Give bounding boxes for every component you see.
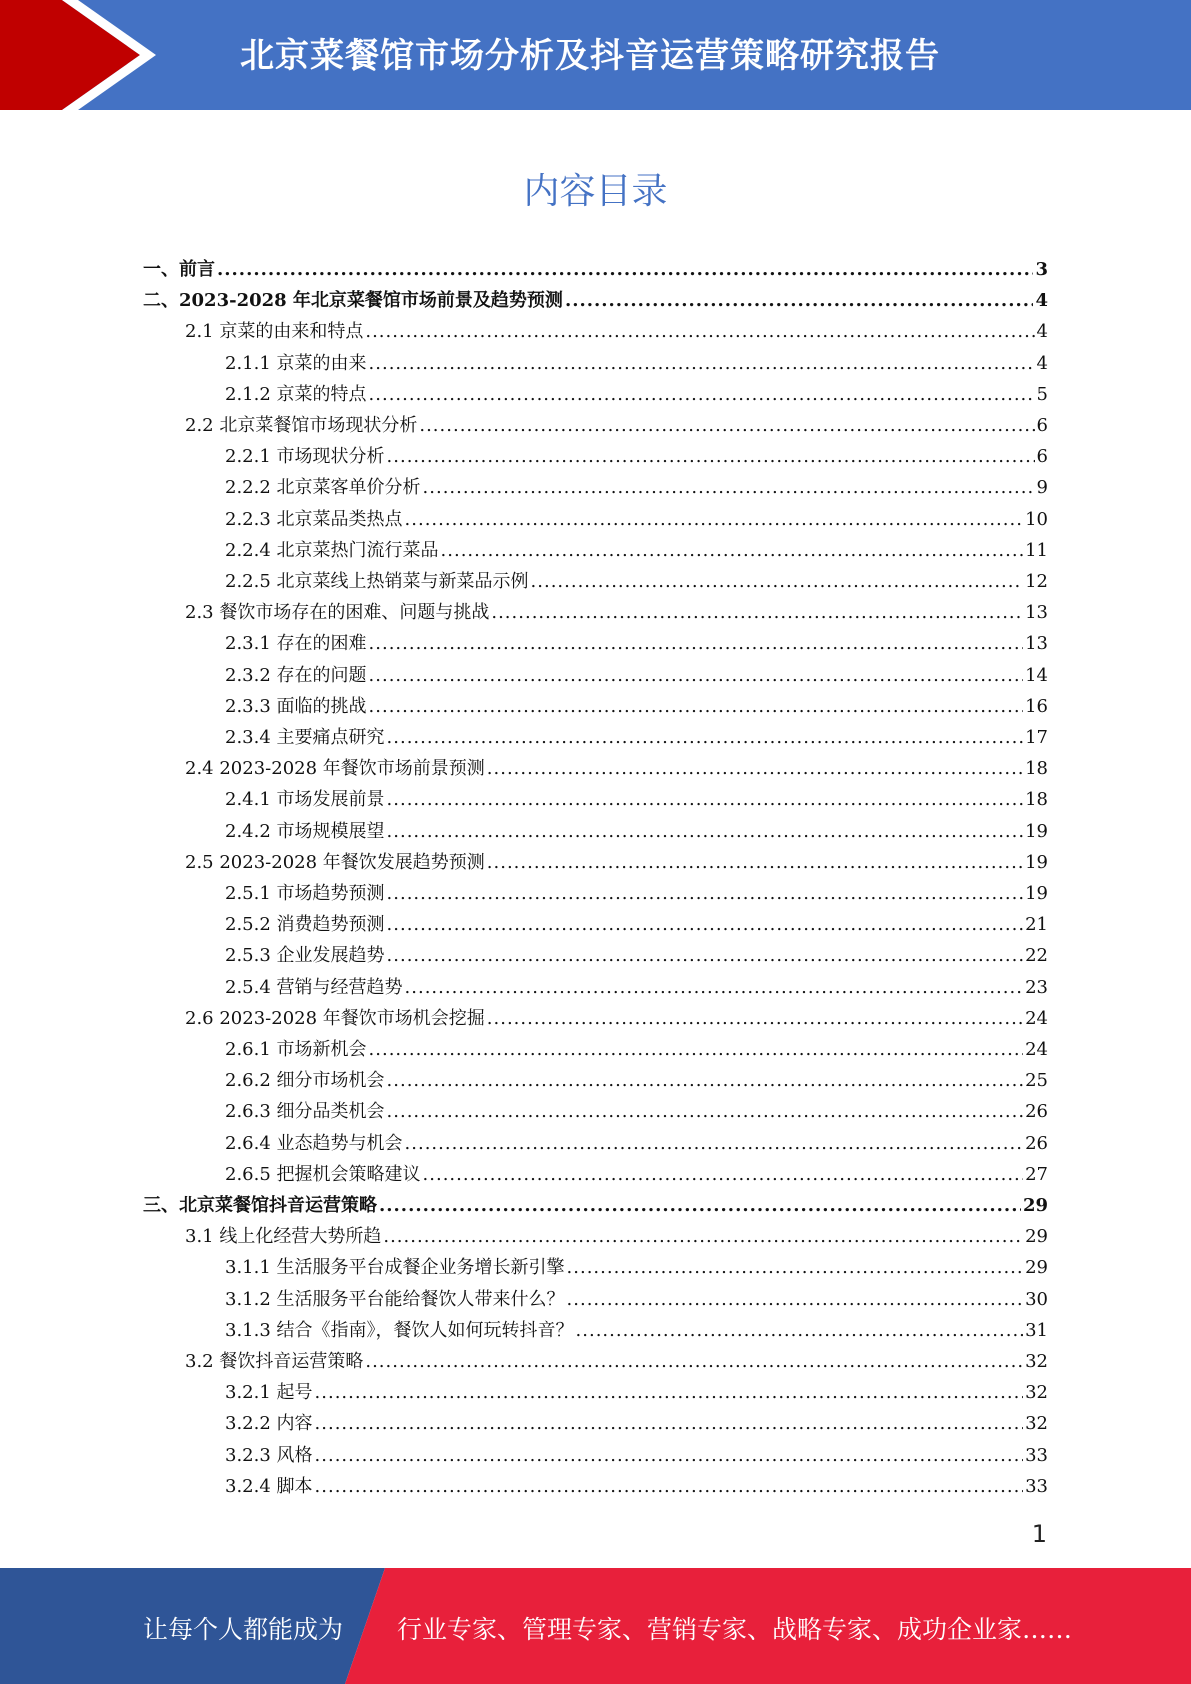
toc-entry[interactable] — [225, 1128, 1048, 1159]
toc-entry-label: 3.2.4 脚本 — [225, 1476, 313, 1497]
toc-entry-page: 26 — [1025, 1133, 1048, 1154]
toc-leader-dots — [217, 254, 1033, 285]
toc-entry[interactable] — [225, 1159, 1048, 1190]
toc-entry[interactable] — [185, 1221, 1048, 1252]
toc-leader-dots — [387, 909, 1024, 940]
toc-entry-page: 29 — [1025, 1257, 1048, 1278]
toc-entry[interactable] — [225, 1284, 1048, 1315]
toc-entry-page: 30 — [1025, 1289, 1048, 1310]
toc-entry-label: 3.1.1 生活服务平台成餐企业务增长新引擎 — [225, 1257, 565, 1278]
toc-entry-page: 10 — [1025, 509, 1048, 530]
toc-entry-label: 2.6.4 业态趋势与机会 — [225, 1133, 403, 1154]
toc-entry[interactable] — [225, 628, 1048, 659]
toc-leader-dots — [423, 1159, 1024, 1190]
toc-entry-label: 3.2.3 风格 — [225, 1445, 313, 1466]
toc-entry-label: 2.3 餐饮市场存在的困难、问题与挑战 — [185, 602, 490, 623]
toc-entry-label: 2.5 2023-2028 年餐饮发展趋势预测 — [185, 852, 485, 873]
toc-leader-dots — [423, 472, 1035, 503]
toc-entry[interactable] — [225, 1471, 1048, 1502]
toc-entry-page: 29 — [1025, 1226, 1048, 1247]
toc-leader-dots — [487, 753, 1023, 784]
toc-entry[interactable] — [225, 441, 1048, 472]
toc-entry-page: 26 — [1025, 1101, 1048, 1122]
toc-entry[interactable] — [185, 847, 1048, 878]
toc-entry[interactable] — [225, 816, 1048, 847]
toc-entry-page: 12 — [1025, 571, 1048, 592]
toc-leader-dots — [487, 1003, 1023, 1034]
header-band — [0, 0, 1191, 110]
footer-slogan-left: 让每个人都能成为 — [143, 1615, 344, 1644]
toc-leader-dots — [387, 1096, 1024, 1127]
toc-entry-page: 9 — [1036, 477, 1048, 498]
toc-entry-label: 2.3.2 存在的问题 — [225, 665, 367, 686]
toc-leader-dots — [369, 628, 1024, 659]
toc-entry-page: 19 — [1025, 883, 1048, 904]
toc-leader-dots — [405, 972, 1024, 1003]
toc-leader-dots — [315, 1471, 1024, 1502]
toc-leader-dots — [369, 1034, 1024, 1065]
toc-entry-page: 18 — [1025, 789, 1048, 810]
toc-entry-label: 3.1.2 生活服务平台能给餐饮人带来什么？ — [225, 1289, 565, 1310]
toc-entry[interactable] — [185, 597, 1048, 628]
toc-entry-page: 32 — [1025, 1382, 1048, 1403]
toc-entry-label: 2.6.3 细分品类机会 — [225, 1101, 385, 1122]
toc-leader-dots — [387, 940, 1024, 971]
toc-entry-page: 24 — [1025, 1039, 1048, 1060]
toc-leader-dots — [567, 1284, 1024, 1315]
toc-entry[interactable] — [225, 1440, 1048, 1471]
footer-slogan-right: 行业专家、管理专家、营销专家、战略专家、成功企业家…… — [397, 1615, 1073, 1644]
toc-leader-dots — [576, 1315, 1024, 1346]
toc-entry[interactable] — [143, 285, 1048, 316]
toc-entry[interactable] — [185, 316, 1048, 347]
toc-leader-dots — [315, 1377, 1024, 1408]
toc-leader-dots — [365, 316, 1034, 347]
toc-leader-dots — [383, 1221, 1023, 1252]
toc-entry-label: 3.1 线上化经营大势所趋 — [185, 1226, 382, 1247]
toc-entry-label: 2.2.3 北京菜品类热点 — [225, 509, 403, 530]
toc-entry-page: 29 — [1022, 1195, 1048, 1216]
toc-entry-label: 2.6.5 把握机会策略建议 — [225, 1164, 421, 1185]
toc-leader-dots — [387, 784, 1024, 815]
toc-entry[interactable] — [143, 254, 1048, 285]
toc-entry-page: 19 — [1025, 852, 1048, 873]
toc-leader-dots — [387, 1065, 1024, 1096]
toc-entry-page: 31 — [1025, 1320, 1048, 1341]
toc-entry[interactable] — [225, 909, 1048, 940]
toc-entry[interactable] — [225, 722, 1048, 753]
toc-entry-label: 2.1.1 京菜的由来 — [225, 353, 367, 374]
toc-entry[interactable] — [225, 1065, 1048, 1096]
toc-entry-page: 32 — [1025, 1351, 1048, 1372]
toc-leader-dots — [369, 348, 1035, 379]
toc-entry[interactable] — [225, 1377, 1048, 1408]
toc-entry[interactable] — [225, 1252, 1048, 1283]
toc-entry-page: 32 — [1025, 1413, 1048, 1434]
toc-entry-label: 2.6.2 细分市场机会 — [225, 1070, 385, 1091]
toc-entry-label: 3.1.3 结合《指南》，餐饮人如何玩转抖音？ — [225, 1320, 574, 1341]
toc-entry-page: 6 — [1036, 415, 1048, 436]
toc-entry-page: 3 — [1035, 259, 1048, 280]
toc-entry[interactable] — [225, 878, 1048, 909]
toc-entry[interactable] — [185, 410, 1048, 441]
toc-leader-dots — [387, 878, 1024, 909]
toc-entry-label: 2.2.1 市场现状分析 — [225, 446, 385, 467]
toc-leader-dots — [405, 1128, 1024, 1159]
toc-entry-page: 5 — [1036, 384, 1048, 405]
toc-entry-page: 24 — [1025, 1008, 1048, 1029]
toc-entry-label: 二、2023-2028 年北京菜餐馆市场前景及趋势预测 — [143, 290, 563, 311]
toc-entry-label: 3.2.1 起号 — [225, 1382, 313, 1403]
toc-entry-page: 33 — [1025, 1445, 1048, 1466]
toc-leader-dots — [369, 379, 1035, 410]
toc-leader-dots — [315, 1408, 1024, 1439]
toc-entry-label: 2.2.2 北京菜客单价分析 — [225, 477, 421, 498]
toc-entry[interactable] — [143, 1190, 1048, 1221]
toc-leader-dots — [487, 847, 1023, 878]
toc-leader-dots — [565, 285, 1034, 316]
toc-leader-dots — [491, 597, 1023, 628]
toc-entry-page: 27 — [1025, 1164, 1048, 1185]
toc-entry-label: 2.6.1 市场新机会 — [225, 1039, 367, 1060]
toc-entry-page: 23 — [1025, 977, 1048, 998]
toc-entry-label: 三、北京菜餐馆抖音运营策略 — [143, 1195, 377, 1216]
toc-entry-label: 3.2.2 内容 — [225, 1413, 313, 1434]
toc-entry-label: 2.2.4 北京菜热门流行菜品 — [225, 540, 439, 561]
toc-leader-dots — [441, 535, 1024, 566]
toc-leader-dots — [365, 1346, 1023, 1377]
toc-entry-page: 21 — [1025, 914, 1048, 935]
toc-entry-label: 2.4.1 市场发展前景 — [225, 789, 385, 810]
toc-entry[interactable] — [225, 940, 1048, 971]
toc-entry[interactable] — [225, 1315, 1048, 1346]
toc-entry-page: 18 — [1025, 758, 1048, 779]
toc-entry[interactable] — [225, 972, 1048, 1003]
toc-entry-page: 16 — [1025, 696, 1048, 717]
toc-entry[interactable] — [225, 472, 1048, 503]
toc-leader-dots — [369, 660, 1024, 691]
toc-entry[interactable] — [225, 660, 1048, 691]
toc-entry[interactable] — [185, 1346, 1048, 1377]
toc-entry-page: 22 — [1025, 945, 1048, 966]
toc-entry-label: 2.1 京菜的由来和特点 — [185, 321, 364, 342]
toc-leader-dots — [387, 816, 1024, 847]
toc-entry-label: 2.2 北京菜餐馆市场现状分析 — [185, 415, 418, 436]
toc-entry[interactable] — [225, 1096, 1048, 1127]
toc-entry-page: 6 — [1036, 446, 1048, 467]
toc-entry-page: 33 — [1025, 1476, 1048, 1497]
toc-leader-dots — [379, 1190, 1021, 1221]
toc-entry-page: 4 — [1036, 321, 1048, 342]
toc-entry[interactable] — [225, 535, 1048, 566]
toc-entry-label: 2.5.4 营销与经营趋势 — [225, 977, 403, 998]
toc-entry-page: 19 — [1025, 821, 1048, 842]
toc-entry[interactable] — [225, 1034, 1048, 1065]
toc-entry-label: 一、前言 — [143, 259, 215, 280]
toc-entry-label: 2.5.2 消费趋势预测 — [225, 914, 385, 935]
toc-entry[interactable] — [225, 504, 1048, 535]
toc-leader-dots — [405, 504, 1024, 535]
toc-entry-page: 17 — [1025, 727, 1048, 748]
toc-entry-page: 14 — [1025, 665, 1048, 686]
toc-entry-page: 11 — [1025, 540, 1048, 561]
footer-band — [0, 1568, 1191, 1684]
toc-entry-page: 4 — [1035, 290, 1048, 311]
page-number: 1 — [1031, 1520, 1047, 1548]
toc-entry[interactable] — [225, 566, 1048, 597]
toc-leader-dots — [567, 1252, 1024, 1283]
toc-entry-label: 2.1.2 京菜的特点 — [225, 384, 367, 405]
toc-entry-label: 2.4.2 市场规模展望 — [225, 821, 385, 842]
toc-entry-label: 2.5.3 企业发展趋势 — [225, 945, 385, 966]
toc-entry[interactable] — [225, 784, 1048, 815]
toc-entry-label: 3.2 餐饮抖音运营策略 — [185, 1351, 364, 1372]
toc-entry-label: 2.6 2023-2028 年餐饮市场机会挖掘 — [185, 1008, 485, 1029]
toc-entry-page: 13 — [1025, 602, 1048, 623]
toc-entry[interactable] — [185, 753, 1048, 784]
toc-heading: 内容目录 — [523, 171, 668, 212]
toc-entry[interactable] — [185, 1003, 1048, 1034]
toc-entry-page: 4 — [1036, 353, 1048, 374]
toc-entry[interactable] — [225, 348, 1048, 379]
toc-leader-dots — [369, 691, 1024, 722]
toc-leader-dots — [419, 410, 1034, 441]
report-title: 北京菜餐馆市场分析及抖音运营策略研究报告 — [240, 36, 940, 76]
toc-entry-label: 2.2.5 北京菜线上热销菜与新菜品示例 — [225, 571, 529, 592]
toc-leader-dots — [531, 566, 1024, 597]
toc-entry-label: 2.3.1 存在的困难 — [225, 633, 367, 654]
toc-entry-page: 13 — [1025, 633, 1048, 654]
toc-entry-page: 25 — [1025, 1070, 1048, 1091]
toc-entry-label: 2.3.3 面临的挑战 — [225, 696, 367, 717]
toc-leader-dots — [387, 722, 1024, 753]
toc-leader-dots — [315, 1440, 1024, 1471]
toc-entry-label: 2.4 2023-2028 年餐饮市场前景预测 — [185, 758, 485, 779]
toc-entry-label: 2.3.4 主要痛点研究 — [225, 727, 385, 748]
toc-leader-dots — [387, 441, 1035, 472]
toc-entry-label: 2.5.1 市场趋势预测 — [225, 883, 385, 904]
toc-entry[interactable] — [225, 691, 1048, 722]
toc-entry[interactable] — [225, 379, 1048, 410]
toc-entry[interactable] — [225, 1408, 1048, 1439]
